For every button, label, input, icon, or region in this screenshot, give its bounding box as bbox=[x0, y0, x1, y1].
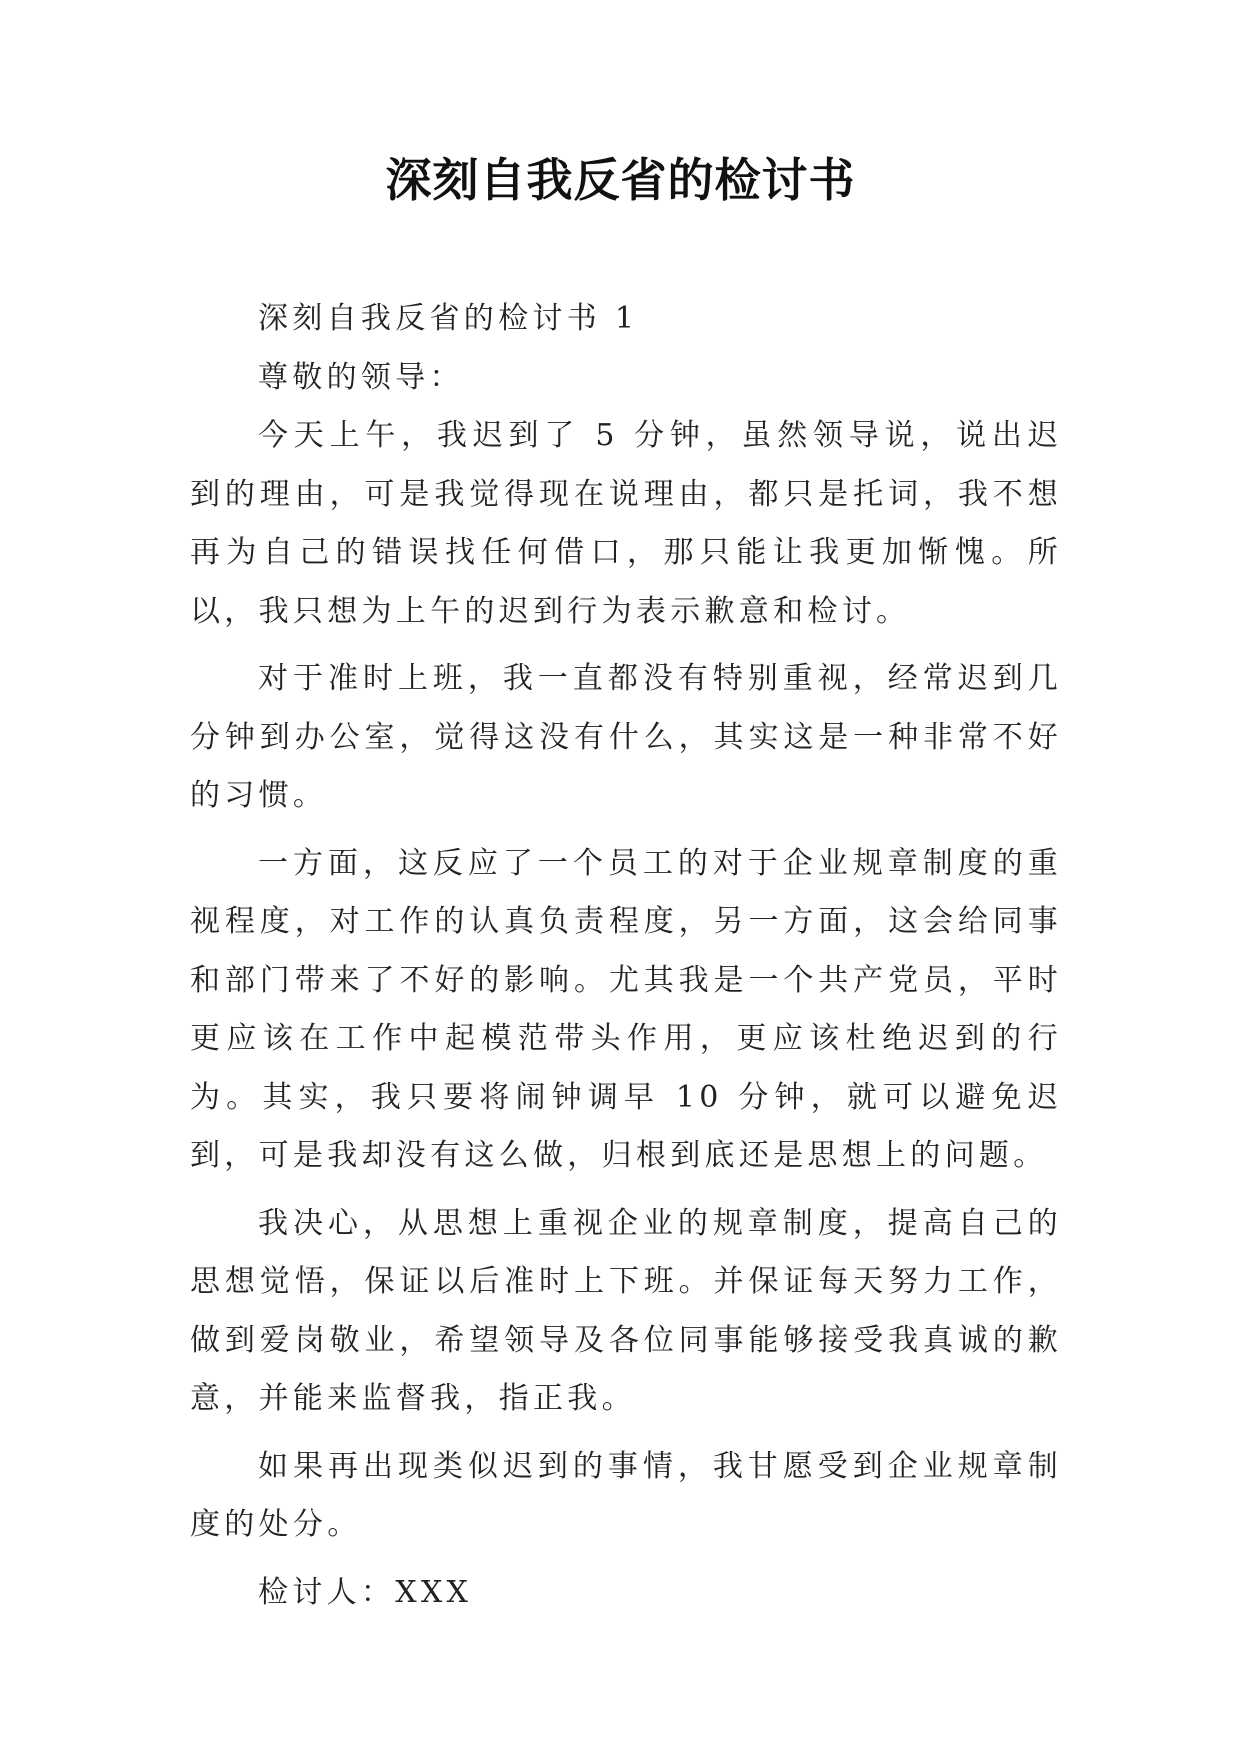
salutation: 尊敬的领导： bbox=[258, 359, 464, 395]
document-title: 深刻自我反省的检讨书 bbox=[385, 153, 856, 207]
paragraph-apology: 今天上午，我迟到了 5 分钟，虽然领导说，说出迟到的理由，可是我觉得现在说理由，都只是托词，我不想再为自己的错误找任何借口，那只能让我更加惭愧。所以，我只想为上午的迟到行为表示歉意和检讨。 bbox=[190, 418, 1062, 629]
paragraph-consequence: 如果再出现类似迟到的事情，我甘愿受到企业规章制度的处分。 bbox=[190, 1448, 1062, 1542]
paragraph-habit: 对于准时上班，我一直都没有特别重视，经常迟到几分钟到办公室，觉得这没有什么，其实这是一种非常不好的习惯。 bbox=[190, 661, 1062, 813]
document-body bbox=[190, 290, 1062, 1622]
paragraph-impact: 一方面，这反应了一个员工的对于企业规章制度的重视程度，对工作的认真负责程度，另一方面，这会给同事和部门带来了不好的影响。尤其我是一个共产党员，平时更应该在工作中起模范带头作用，更应该杜绝迟到的行为。其实，我只要将闹钟调早 10 分钟，就可以避免迟到，可是我却没有这么做，归根到底还是思想上的问题。 bbox=[190, 845, 1062, 1173]
signature-line: 检讨人：XXX bbox=[258, 1574, 473, 1610]
subtitle-line: 深刻自我反省的检讨书 1 bbox=[258, 301, 639, 336]
paragraph-resolution: 我决心，从思想上重视企业的规章制度，提高自己的思想觉悟，保证以后准时上下班。并保证每天努力工作，做到爱岗敬业，希望领导及各位同事能够接受我真诚的歉意，并能来监督我，指正我。 bbox=[190, 1205, 1062, 1416]
